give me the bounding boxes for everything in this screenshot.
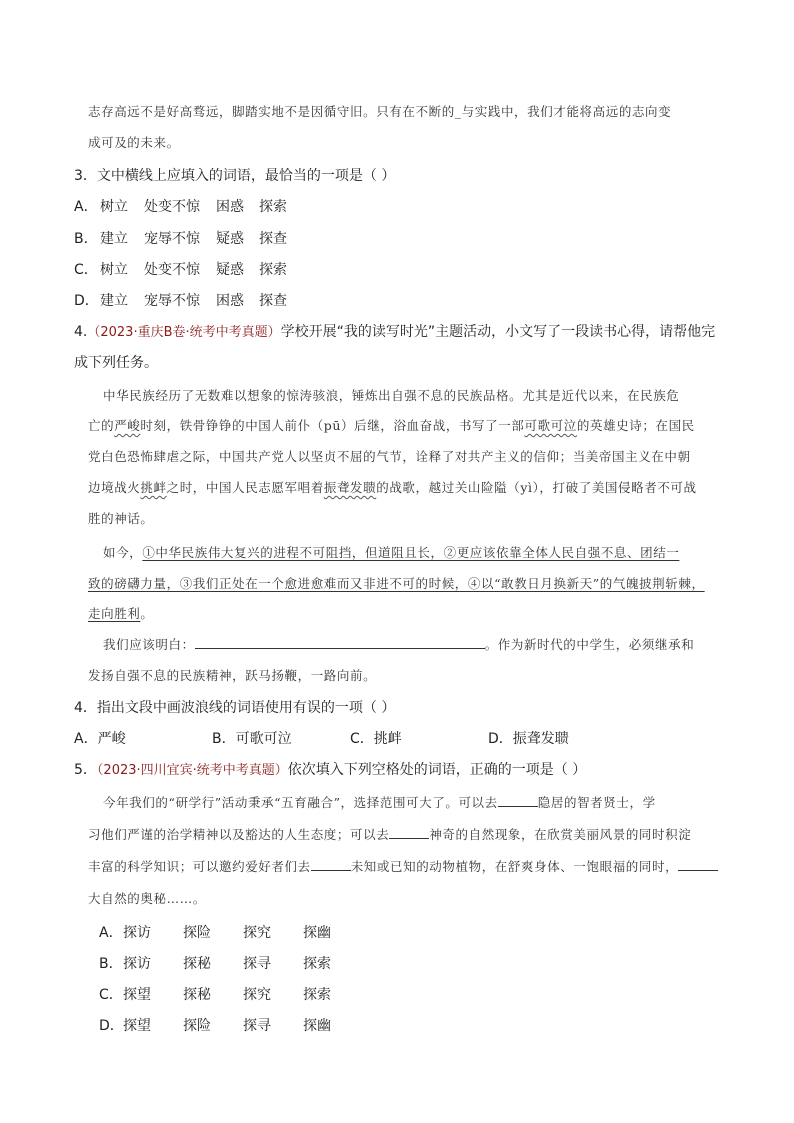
option-letter: C． xyxy=(350,731,374,747)
passage4-p1-line-5: 胜的神话。 xyxy=(88,511,154,526)
option-word: 探秘 xyxy=(183,956,211,972)
passage4-p2-line-2 xyxy=(88,574,705,592)
option-word: 探寻 xyxy=(243,1018,271,1034)
option-word: 探寻 xyxy=(243,956,271,972)
option-word: 树立 xyxy=(100,199,128,215)
q4-source: （2023·重庆B卷·统考中考真题） xyxy=(87,325,281,340)
option-word: 探究 xyxy=(243,925,271,941)
answer-blank-2[interactable] xyxy=(389,826,429,839)
q3-option-c xyxy=(74,259,287,279)
option-word: 探望 xyxy=(123,1018,151,1034)
q5-passage-line-4: 大自然的奥秘……。 xyxy=(88,891,206,906)
passage4-p1-line-3: 党白色恐怖肆虐之际，中国共产党人以坚贞不屈的气节，诠释了对共产主义的信仰；当美帝国主义在中朝 xyxy=(88,449,691,464)
passage4-p1-line-4 xyxy=(88,478,697,496)
option-text: 严峻 xyxy=(97,731,126,747)
q4-intro-text: 学校开展“我的读写时光”主题活动，小文写了一段读书心得，请帮他完 xyxy=(280,324,716,340)
option-word: 探险 xyxy=(183,1018,211,1034)
text-run: 边境战火 xyxy=(88,480,141,495)
option-word: 探险 xyxy=(183,925,211,941)
q3-option-a xyxy=(74,196,287,216)
option-word: 探查 xyxy=(259,231,287,247)
text-run: 我们应该明白： xyxy=(103,637,195,652)
text-run: 如今， xyxy=(103,545,143,560)
wavy-word-kegekeqi: 可歌可泣 xyxy=(524,418,577,433)
q5-option-b xyxy=(99,953,331,973)
option-word: 探幽 xyxy=(303,925,331,941)
text-run: 未知或已知的动物植物，在舒爽身体、一饱眼福的同时， xyxy=(350,859,679,874)
option-word: 探访 xyxy=(123,956,151,972)
passage4-p1-line-2 xyxy=(88,416,695,434)
text-run: 亡的 xyxy=(88,418,115,433)
answer-blank-1[interactable] xyxy=(498,794,538,807)
q3-option-d xyxy=(74,290,287,310)
option-word: 探究 xyxy=(243,987,271,1003)
option-letter: A． xyxy=(99,925,123,941)
option-word: 疑惑 xyxy=(216,231,244,247)
text-run: 丰富的科学知识；可以邀约爱好者们去 xyxy=(88,859,311,874)
q5-source: （2023·四川宜宾·统考中考真题） xyxy=(96,763,288,778)
option-word: 建立 xyxy=(100,231,128,247)
option-letter: C． xyxy=(74,262,98,278)
option-word: 处变不惊 xyxy=(144,262,200,278)
q5-passage-line-3 xyxy=(88,857,718,875)
passage4-p2-line-3 xyxy=(88,604,154,622)
passage-intro-line-1: 志存高远不是好高骛远，脚踏实地不是因循守旧。只有在不断的_与实践中，我们才能将高远的志向变 xyxy=(88,104,672,119)
wavy-word-tiaoxin: 挑衅 xyxy=(140,480,167,495)
option-word: 宠辱不惊 xyxy=(144,293,200,309)
q3-stem: 3．文中横线上应填入的词语，最恰当的一项是（ ） xyxy=(74,168,396,184)
q4-number: 4. xyxy=(74,324,88,340)
option-word: 探幽 xyxy=(303,1018,331,1034)
text-run: 隐居的智者贤士，学 xyxy=(537,795,656,810)
underlined-sentence: ①中华民族伟大复兴的进程不可阻挡，但道阻且长，②更应该依靠全体人民自强不息、团结一 xyxy=(142,545,680,560)
option-letter: A． xyxy=(74,731,98,747)
q4-option-c xyxy=(350,728,488,748)
q5-number: 5． xyxy=(74,762,97,778)
option-letter: B． xyxy=(212,731,236,747)
wavy-word-zhenlongfakui: 振聋发聩 xyxy=(323,480,377,495)
option-letter: D． xyxy=(488,731,513,747)
option-text: 振聋发聩 xyxy=(512,731,569,747)
q5-text: 依次填入下列空格处的词语，正确的一项是（ ） xyxy=(287,762,587,778)
q4-option-d xyxy=(488,728,569,748)
option-word: 探查 xyxy=(259,293,287,309)
option-word: 探索 xyxy=(303,956,331,972)
option-word: 树立 xyxy=(100,262,128,278)
text-run: 之时，中国人民志愿军唱着 xyxy=(166,480,324,495)
q4-options xyxy=(74,728,569,748)
text-run: 时刻，铁骨铮铮的中国人前仆（pū）后继，浴血奋战，书写了一部 xyxy=(140,418,525,433)
option-word: 探索 xyxy=(259,199,287,215)
underlined-sentence: 致的磅礴力量，③我们正处在一个愈进愈难而又非进不可的时候，④以“敢教日月换新天”的气魄披荆斩棘， xyxy=(88,576,705,591)
q5-stem xyxy=(74,759,586,779)
answer-blank-3[interactable] xyxy=(311,858,351,871)
q5-option-a xyxy=(99,922,331,942)
text-run: 的英雄史诗；在国民 xyxy=(576,418,695,433)
option-word: 疑惑 xyxy=(216,262,244,278)
option-word: 探索 xyxy=(259,262,287,278)
option-letter: C． xyxy=(99,987,123,1003)
q5-passage-line-2 xyxy=(88,825,691,843)
option-word: 处变不惊 xyxy=(144,199,200,215)
text-run: 今年我们的“研学行”活动秉承“五育融合”，选择范围可大了。可以去 xyxy=(103,795,498,810)
passage4-p1-line-1: 中华民族经历了无数难以想象的惊涛骇浪，锤炼出自强不息的民族品格。尤其是近代以来，在民族危 xyxy=(103,388,680,403)
q4-stem: 4．指出文段中画波浪线的词语使用有误的一项（ ） xyxy=(74,700,396,716)
q4-intro-line-2: 成下列任务。 xyxy=(74,355,158,371)
option-text: 可歌可泣 xyxy=(235,731,292,747)
q4-intro-line-1 xyxy=(74,321,715,341)
passage4-p2-line-1 xyxy=(103,543,679,561)
passage4-p3-line-2: 发扬自强不息的民族精神，跃马扬鞭，一路向前。 xyxy=(88,668,377,683)
q3-option-b xyxy=(74,228,287,248)
q5-option-d xyxy=(99,1015,331,1035)
option-word: 困惑 xyxy=(216,199,244,215)
option-word: 探访 xyxy=(123,925,151,941)
option-word: 探望 xyxy=(123,987,151,1003)
option-word: 建立 xyxy=(100,293,128,309)
passage4-p3-line-1 xyxy=(103,635,694,653)
text-run: 。作为新时代的中学生，必须继承和 xyxy=(484,637,695,652)
option-letter: B． xyxy=(99,956,123,972)
option-word: 探秘 xyxy=(183,987,211,1003)
q4-option-b xyxy=(212,728,350,748)
option-word: 困惑 xyxy=(216,293,244,309)
q4-option-a xyxy=(74,728,212,748)
option-letter: D． xyxy=(74,293,99,309)
option-text: 挑衅 xyxy=(373,731,402,747)
answer-blank-4[interactable] xyxy=(678,858,718,871)
option-letter: A． xyxy=(74,199,98,215)
option-letter: D． xyxy=(99,1018,124,1034)
answer-blank[interactable] xyxy=(195,636,485,649)
option-letter: B． xyxy=(74,231,98,247)
underlined-sentence: 走向胜利 xyxy=(88,606,141,621)
text-run: 。 xyxy=(140,606,154,621)
q5-option-c xyxy=(99,984,331,1004)
passage-intro-line-2: 成可及的未来。 xyxy=(88,135,180,150)
option-word: 宠辱不惊 xyxy=(144,231,200,247)
option-word: 探索 xyxy=(303,987,331,1003)
text-run: 的战歌，越过关山险隘（yì），打破了美国侵略者不可战 xyxy=(376,480,697,495)
text-run: 神奇的自然现象，在欣赏美丽风景的同时积淀 xyxy=(429,827,692,842)
q5-passage-line-1 xyxy=(103,793,656,811)
wavy-word-yanjun: 严峻 xyxy=(114,418,141,433)
text-run: 习他们严谨的治学精神以及豁达的人生态度；可以去 xyxy=(88,827,390,842)
